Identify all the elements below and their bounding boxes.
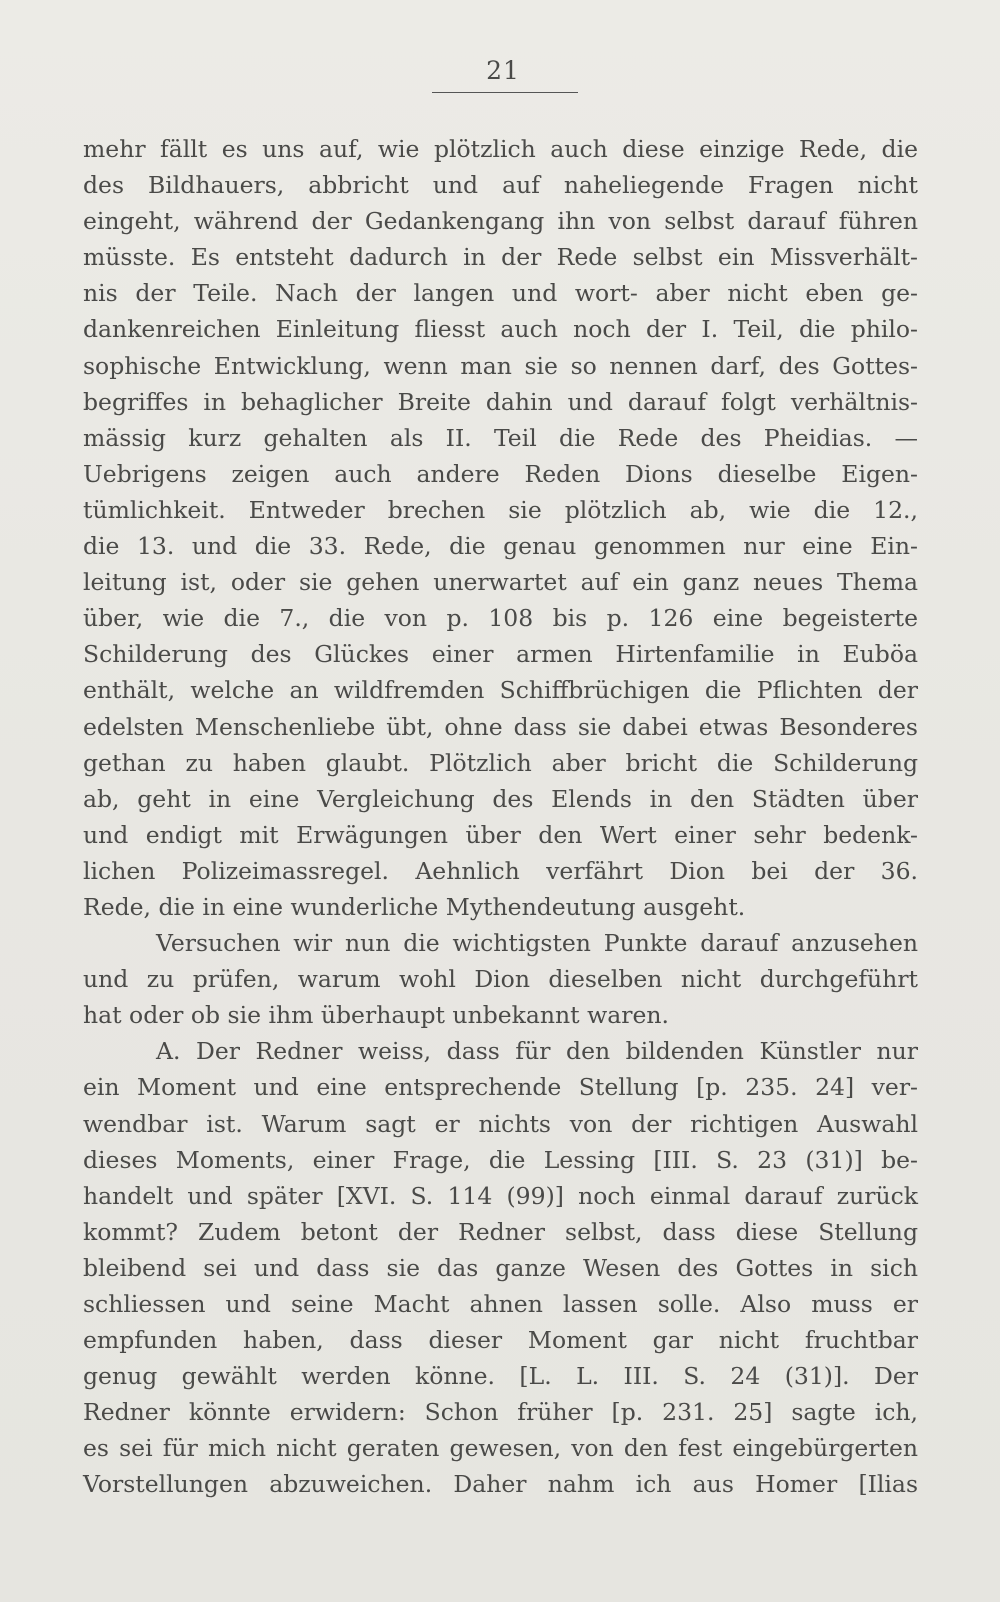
text-line: Vorstellungen abzuweichen. Daher nahm ich aus Homer [Ilias xyxy=(83,1470,918,1499)
text-line: dieses Moments, einer Frage, die Lessing [III. S. 23 (31)] be- xyxy=(83,1145,918,1174)
text-line: mässig kurz gehalten als II. Teil die Rede des Pheidias. — xyxy=(83,423,918,452)
text-line: dankenreichen Einleitung fliesst auch noch der I. Teil, die philo- xyxy=(83,315,918,344)
text-line: müsste. Es entsteht dadurch in der Rede selbst ein Missverhält- xyxy=(83,243,918,272)
text-line: nis der Teile. Nach der langen und wort- aber nicht eben ge- xyxy=(83,279,918,308)
text-line: Uebrigens zeigen auch andere Reden Dions dieselbe Eigen- xyxy=(83,459,918,488)
text-line: mehr fällt es uns auf, wie plötzlich auch diese einzige Rede, die xyxy=(83,135,918,163)
text-line: empfunden haben, dass dieser Moment gar nicht fruchtbar xyxy=(83,1326,918,1355)
text-line: schliessen und seine Macht ahnen lassen solle. Also muss er xyxy=(83,1290,918,1318)
text-line: wendbar ist. Warum sagt er nichts von der richtigen Auswahl xyxy=(83,1109,918,1138)
page-number: 21 xyxy=(486,56,520,85)
text-line: edelsten Menschenliebe übt, ohne dass sie dabei etwas Besonderes xyxy=(83,712,918,741)
text-line: lichen Polizeimassregel. Aehnlich verfährt Dion bei der 36. xyxy=(83,856,918,885)
text-line: leitung ist, oder sie gehen unerwartet auf ein ganz neues Thema xyxy=(83,568,918,597)
text-line: und endigt mit Erwägungen über den Wert einer sehr bedenk- xyxy=(83,820,918,849)
text-line: A. Der Redner weiss, dass für den bildenden Künstler nur xyxy=(156,1037,918,1066)
text-line: bleibend sei und dass sie das ganze Wesen des Gottes in sich xyxy=(83,1253,918,1282)
text-line: und zu prüfen, warum wohl Dion dieselben nicht durchgeführt xyxy=(83,965,918,994)
text-line: des Bildhauers, abbricht und auf naheliegende Fragen nicht xyxy=(83,171,918,200)
text-line: begriffes in behaglicher Breite dahin und darauf folgt verhältnis- xyxy=(83,387,918,416)
text-line: hat oder ob sie ihm überhaupt unbekannt waren. xyxy=(83,1001,669,1030)
text-line: die 13. und die 33. Rede, die genau genommen nur eine Ein- xyxy=(83,532,918,561)
text-line: gethan zu haben glaubt. Plötzlich aber bricht die Schilderung xyxy=(83,748,918,777)
text-line: ein Moment und eine entsprechende Stellung [p. 235. 24] ver- xyxy=(83,1073,918,1102)
text-line: Versuchen wir nun die wichtigsten Punkte darauf anzusehen xyxy=(156,929,918,958)
text-line: tümlichkeit. Entweder brechen sie plötzlich ab, wie die 12., xyxy=(83,495,918,524)
text-line: Schilderung des Glückes einer armen Hirtenfamilie in Euböa xyxy=(83,640,918,669)
text-line: Redner könnte erwidern: Schon früher [p. 231. 25] sagte ich, xyxy=(83,1398,918,1427)
text-line: Rede, die in eine wunderliche Mythendeutung ausgeht. xyxy=(83,892,746,921)
page-number-rule xyxy=(432,92,578,93)
body-text xyxy=(83,131,918,1503)
text-line: sophische Entwicklung, wenn man sie so nennen darf, des Gottes- xyxy=(83,351,918,380)
text-line: kommt? Zudem betont der Redner selbst, dass diese Stellung xyxy=(83,1217,918,1246)
text-line: eingeht, während der Gedankengang ihn von selbst darauf führen xyxy=(83,207,918,236)
text-line: ab, geht in eine Vergleichung des Elends in den Städten über xyxy=(83,784,918,813)
text-line: es sei für mich nicht geraten gewesen, von den fest eingebürgerten xyxy=(83,1434,918,1463)
text-line: handelt und später [XVI. S. 114 (99)] noch einmal darauf zurück xyxy=(83,1181,918,1210)
text-line: enthält, welche an wildfremden Schiffbrüchigen die Pflichten der xyxy=(83,676,918,705)
text-line: genug gewählt werden könne. [L. L. III. S. 24 (31)]. Der xyxy=(83,1362,918,1391)
text-line: über, wie die 7., die von p. 108 bis p. 126 eine begeisterte xyxy=(83,604,918,633)
